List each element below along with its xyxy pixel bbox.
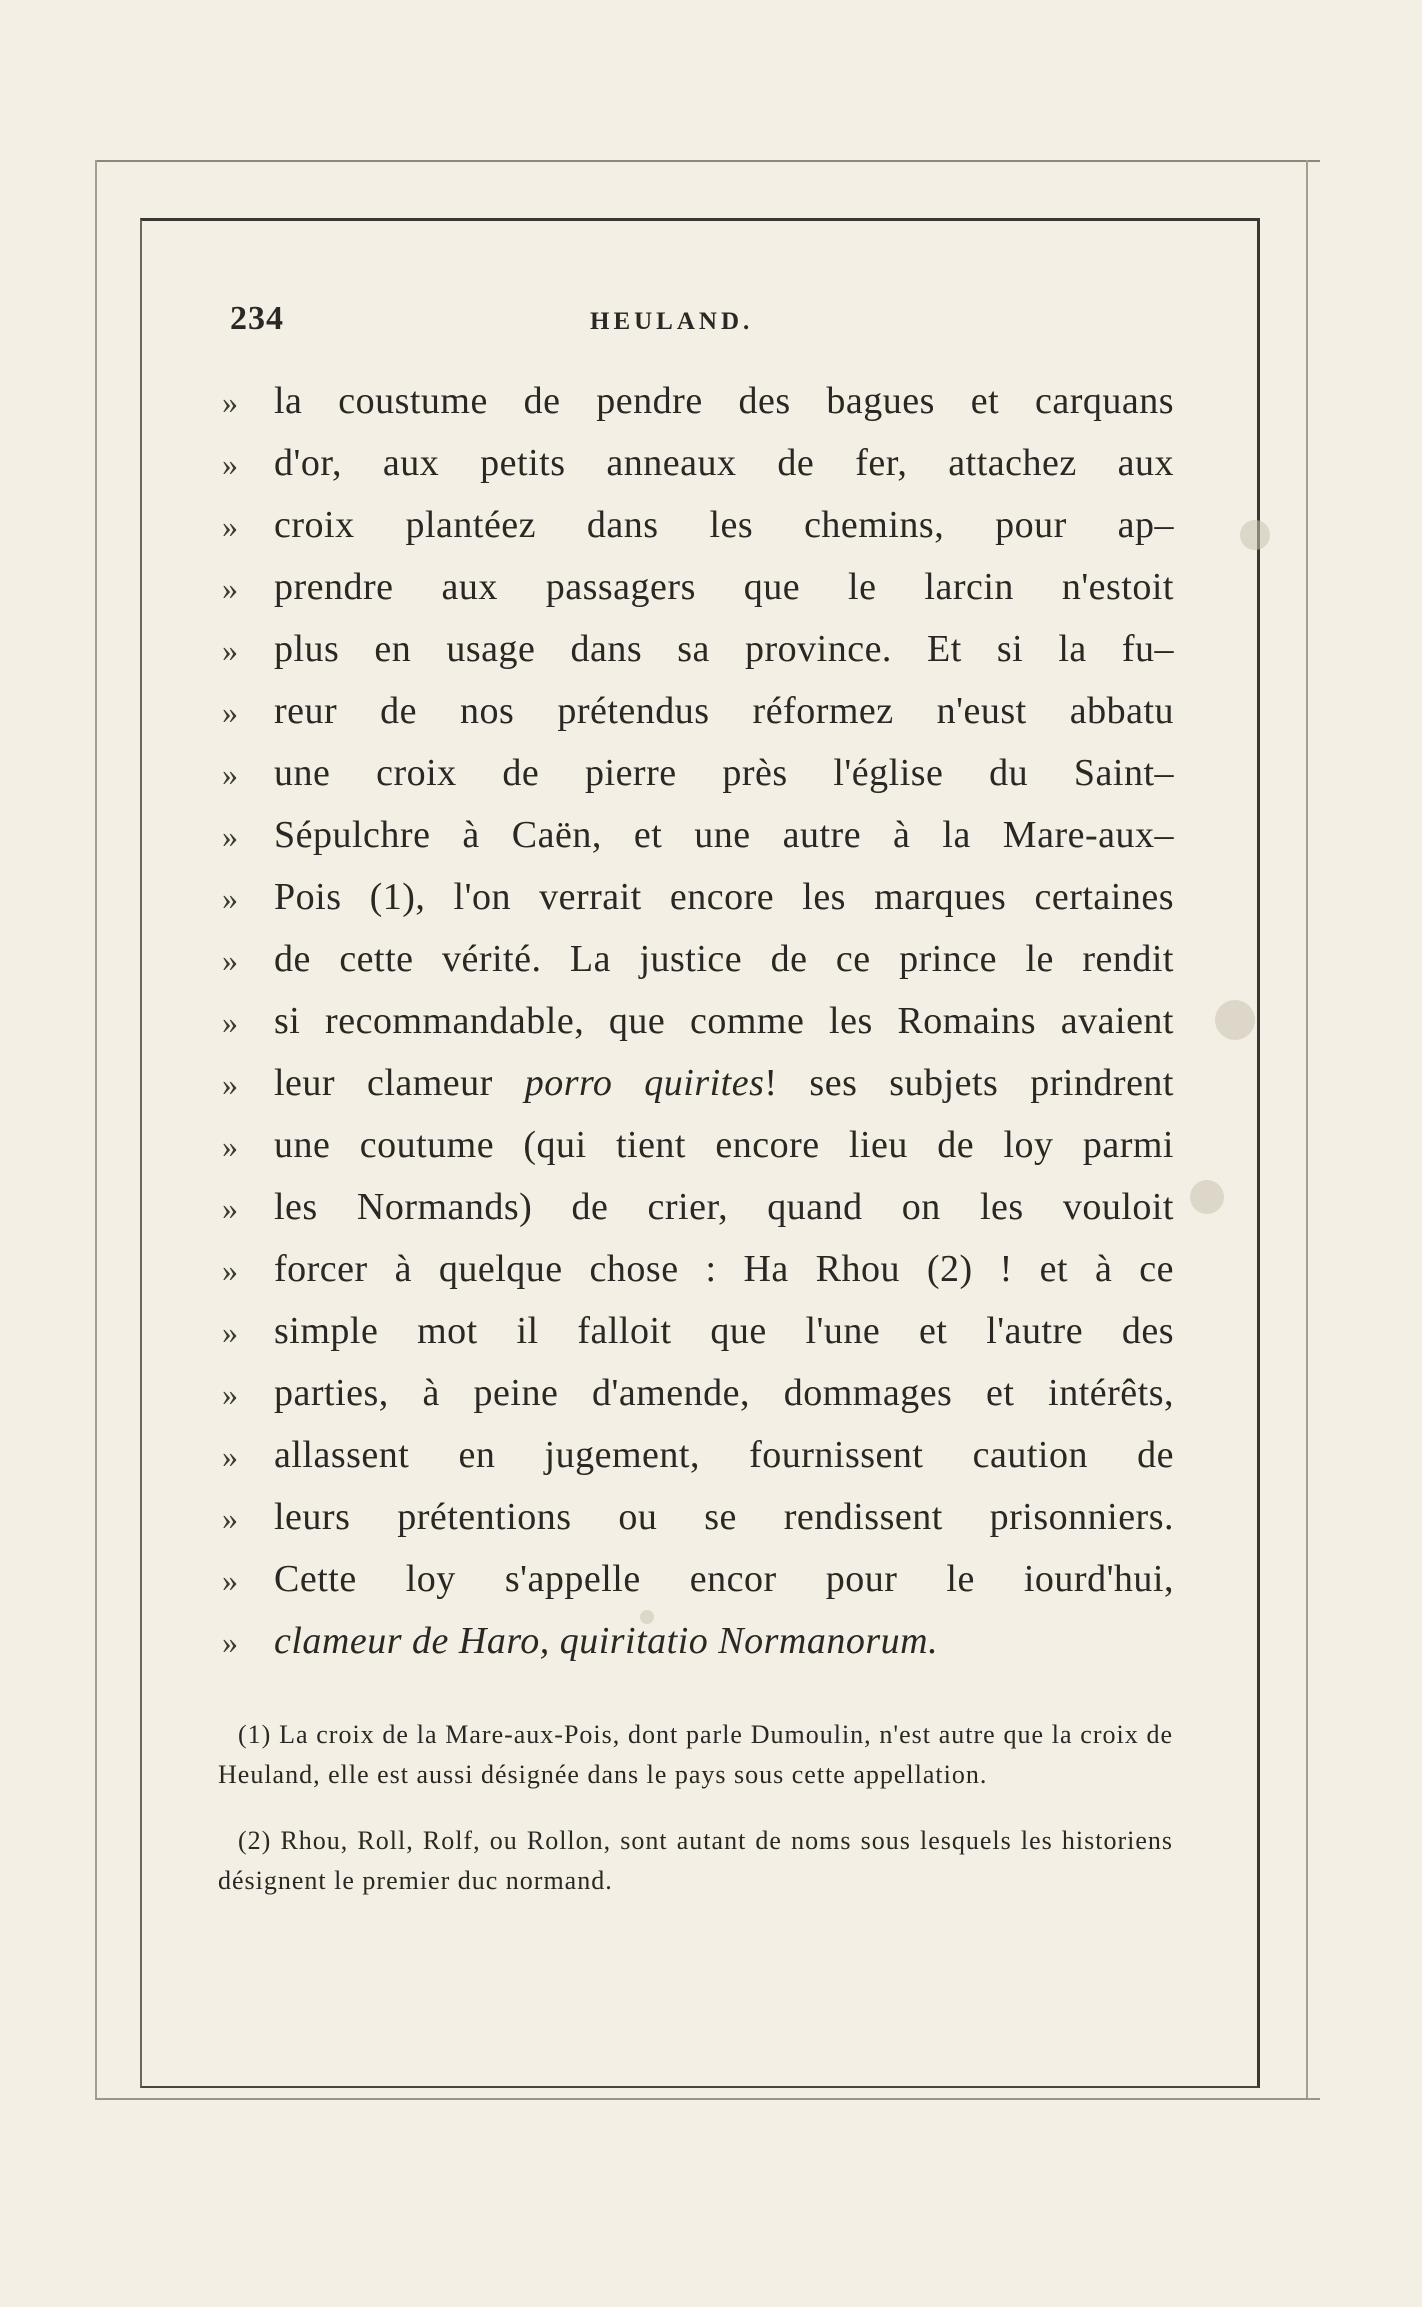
scan-border-right (1306, 160, 1308, 2100)
text-line (222, 618, 1174, 680)
scan-border-left (95, 160, 97, 2100)
latin-phrase: clameur de Haro, quiritatio Normanorum. (274, 1620, 939, 1662)
quote-mark: » (222, 1500, 238, 1536)
line-text: parties, à peine d'amende, dommages et intérêts, (274, 1372, 1174, 1414)
line-text: d'or, aux petits anneaux de fer, attachez aux (274, 442, 1174, 484)
line-text: simple mot il falloit que l'une et l'autre des (274, 1310, 1174, 1352)
scan-border-bottom (95, 2098, 1320, 2100)
quote-mark: » (222, 1438, 238, 1474)
text-line (222, 1548, 1174, 1610)
quote-mark: » (222, 1624, 238, 1660)
quote-mark: » (222, 632, 238, 668)
text-line (222, 1176, 1174, 1238)
quote-mark: » (222, 1128, 238, 1164)
text-line (222, 1238, 1174, 1300)
line-text: croix plantéez dans les chemins, pour ap– (274, 504, 1174, 546)
text-line (222, 1052, 1174, 1114)
running-title: HEULAND. (590, 308, 754, 335)
line-text: les Normands) de crier, quand on les vouloit (274, 1186, 1174, 1228)
line-text: si recommandable, que comme les Romains avaient (274, 1000, 1174, 1042)
text-line (222, 1424, 1174, 1486)
line-text: leurs prétentions ou se rendissent prisonniers. (274, 1496, 1174, 1538)
quote-mark: » (222, 1004, 238, 1040)
text-line (222, 1610, 1174, 1672)
quote-mark: » (222, 1314, 238, 1350)
line-text: Cette loy s'appelle encor pour le iourd'hui, (274, 1558, 1174, 1600)
text-line (222, 680, 1174, 742)
line-text: une croix de pierre près l'église du Saint– (274, 752, 1174, 794)
scan-border-top (95, 160, 1320, 162)
quote-mark: » (222, 1376, 238, 1412)
text-line (222, 866, 1174, 928)
quote-mark: » (222, 1252, 238, 1288)
text-line (222, 494, 1174, 556)
body-text (222, 370, 1174, 1672)
quote-mark: » (222, 446, 238, 482)
text-line (222, 1114, 1174, 1176)
footnote-2: (2) Rhou, Roll, Rolf, ou Rollon, sont autant de noms sous lesquels les historiens désignent le premier duc normand. (218, 1826, 1173, 1895)
line-text-segment: leur clameur (274, 1062, 525, 1104)
text-line (222, 928, 1174, 990)
text-line (222, 1300, 1174, 1362)
quote-mark: » (222, 384, 238, 420)
line-text: allassent en jugement, fournissent caution de (274, 1434, 1174, 1476)
latin-phrase: porro quirites (524, 1062, 765, 1104)
text-line (222, 370, 1174, 432)
quote-mark: » (222, 1066, 238, 1102)
text-line (222, 990, 1174, 1052)
line-text-segment: ! ses subjets prindrent (764, 1062, 1174, 1104)
text-line (222, 556, 1174, 618)
footnote-1: (1) La croix de la Mare-aux-Pois, dont parle Dumoulin, n'est autre que la croix de Heuland, elle est aussi désignée dans le pays sous cette appellation. (218, 1720, 1173, 1789)
footnotes (218, 1715, 1173, 1927)
quote-mark: » (222, 880, 238, 916)
text-line (222, 1362, 1174, 1424)
quote-mark: » (222, 694, 238, 730)
paper-stain (1215, 1000, 1255, 1040)
line-text: prendre aux passagers que le larcin n'estoit (274, 566, 1174, 608)
paper-stain (1190, 1180, 1224, 1214)
text-line (222, 1486, 1174, 1548)
quote-mark: » (222, 1190, 238, 1226)
line-text: la coustume de pendre des bagues et carquans (274, 380, 1174, 422)
quote-mark: » (222, 508, 238, 544)
line-text: reur de nos prétendus réformez n'eust abbatu (274, 690, 1174, 732)
line-text: une coutume (qui tient encore lieu de loy parmi (274, 1124, 1174, 1166)
line-text: Sépulchre à Caën, et une autre à la Mare-aux– (274, 814, 1174, 856)
quote-mark: » (222, 942, 238, 978)
paper-stain (1240, 520, 1270, 550)
line-text (274, 1610, 1174, 1672)
page-number: 234 (230, 300, 284, 337)
text-line (222, 432, 1174, 494)
line-text: forcer à quelque chose : Ha Rhou (2) ! et à ce (274, 1248, 1174, 1290)
page-header (230, 300, 1260, 340)
quote-mark: » (222, 570, 238, 606)
line-text: de cette vérité. La justice de ce prince le rendit (274, 938, 1174, 980)
line-text (274, 1052, 1174, 1114)
quote-mark: » (222, 1562, 238, 1598)
line-text: Pois (1), l'on verrait encore les marques certaines (274, 876, 1174, 918)
text-line (222, 742, 1174, 804)
line-text: plus en usage dans sa province. Et si la fu– (274, 628, 1174, 670)
quote-mark: » (222, 818, 238, 854)
quote-mark: » (222, 756, 238, 792)
text-line (222, 804, 1174, 866)
